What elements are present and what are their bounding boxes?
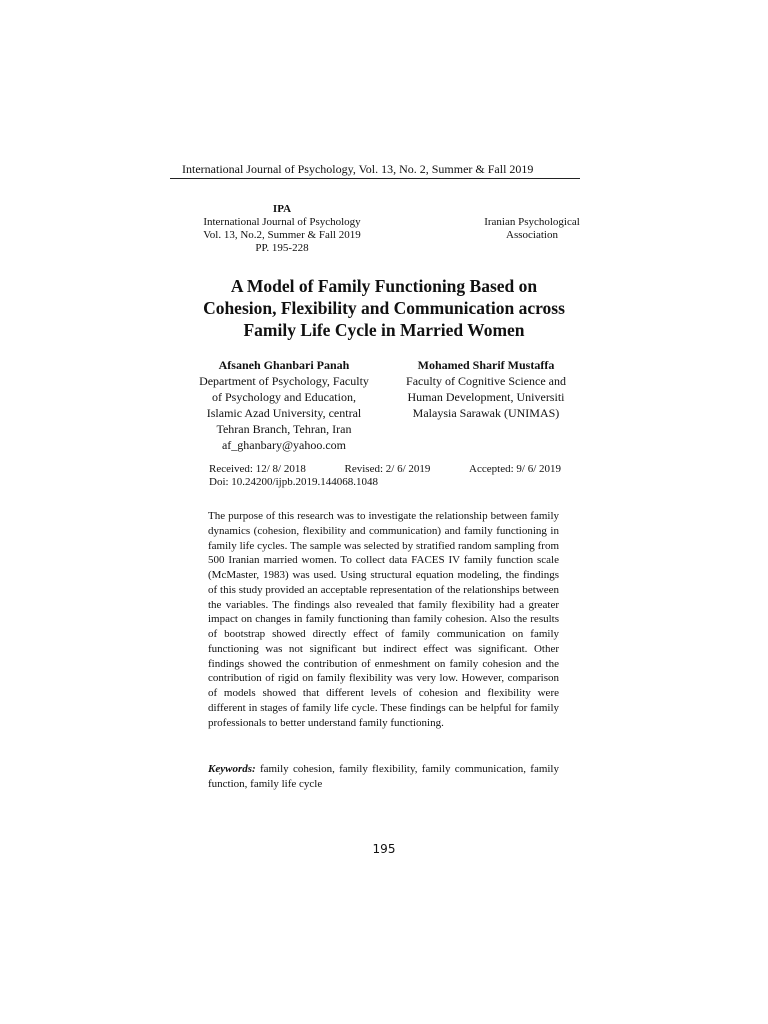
affiliation-line: Human Development, Universiti <box>407 390 565 404</box>
association-line-2: Association <box>506 229 558 241</box>
association-block <box>470 216 594 242</box>
author-block-2 <box>394 357 578 421</box>
dates-row <box>209 463 561 476</box>
affiliation-line: Faculty of Cognitive Science and <box>406 374 566 388</box>
author-name: Afsaneh Ghanbari Panah <box>218 358 350 372</box>
title-line-1: A Model of Family Functioning Based on <box>230 276 538 296</box>
title-line-2: Cohesion, Flexibility and Communication across <box>203 298 565 318</box>
title-line-3: Family Life Cycle in Married Women <box>243 320 525 340</box>
page-number: 195 <box>372 842 396 856</box>
association-line-1: Iranian Psychological <box>484 216 580 228</box>
journal-name-line: International Journal of Psychology <box>203 216 361 228</box>
publication-dates <box>209 463 561 489</box>
received-date: Received: 12/ 8/ 2018 <box>209 463 306 475</box>
volume-line: Vol. 13, No.2, Summer & Fall 2019 <box>203 229 361 241</box>
keywords-text: family cohesion, family flexibility, family communication, family function, family life cycle <box>208 763 559 790</box>
accepted-date: Accepted: 9/ 6/ 2019 <box>469 463 561 475</box>
author-email: af_ghanbary@yahoo.com <box>221 438 346 452</box>
keywords-label: Keywords: <box>208 763 256 775</box>
journal-info-block <box>180 203 384 255</box>
affiliation-line: of Psychology and Education, <box>212 390 356 404</box>
paper-title <box>170 275 598 341</box>
header-rule <box>170 178 580 179</box>
revised-date: Revised: 2/ 6/ 2019 <box>344 463 431 475</box>
affiliation-line: Tehran Branch, Tehran, Iran <box>216 422 352 436</box>
affiliation-line: Malaysia Sarawak (UNIMAS) <box>412 406 560 420</box>
doi: Doi: 10.24200/ijpb.2019.144068.1048 <box>209 476 378 488</box>
author-name: Mohamed Sharif Mustaffa <box>417 358 555 372</box>
keywords <box>208 762 559 792</box>
pages-line: PP. 195-228 <box>255 242 309 254</box>
abstract: The purpose of this research was to investigate the relationship between family dynamics (cohesion, flexibility and communication) and family functioning in family life cycles. The sample was selected by stratified random sampling from 500 Iranian married women. To collect data FACES IV family function scale (McMaster, 1983) was used. Using structural equation modeling, the findings of this study provided an acceptable representation of the relationships between the variables. The findings also revealed that family flexibility had a greater impact on changes in family functioning than family cohesion. Also the results of bootstrap showed directly effect of family communication on family functioning was not significant but indirect effect was significant. Other findings showed the contribution of enmeshment on family cohesion and the contribution of rigid on family flexibility was very low. However, comparison of models showed that different levels of cohesion and flexibility were different in stages of family life cycle. These findings can be helpful for family professionals to better understand family functioning. <box>208 510 559 729</box>
author-block-1 <box>186 357 382 453</box>
affiliation-line: Department of Psychology, Faculty <box>199 374 369 388</box>
ipa-title: IPA <box>272 203 292 215</box>
running-header: International Journal of Psychology, Vol. 13, No. 2, Summer & Fall 2019 <box>182 162 534 176</box>
affiliation-line: Islamic Azad University, central <box>206 406 362 420</box>
